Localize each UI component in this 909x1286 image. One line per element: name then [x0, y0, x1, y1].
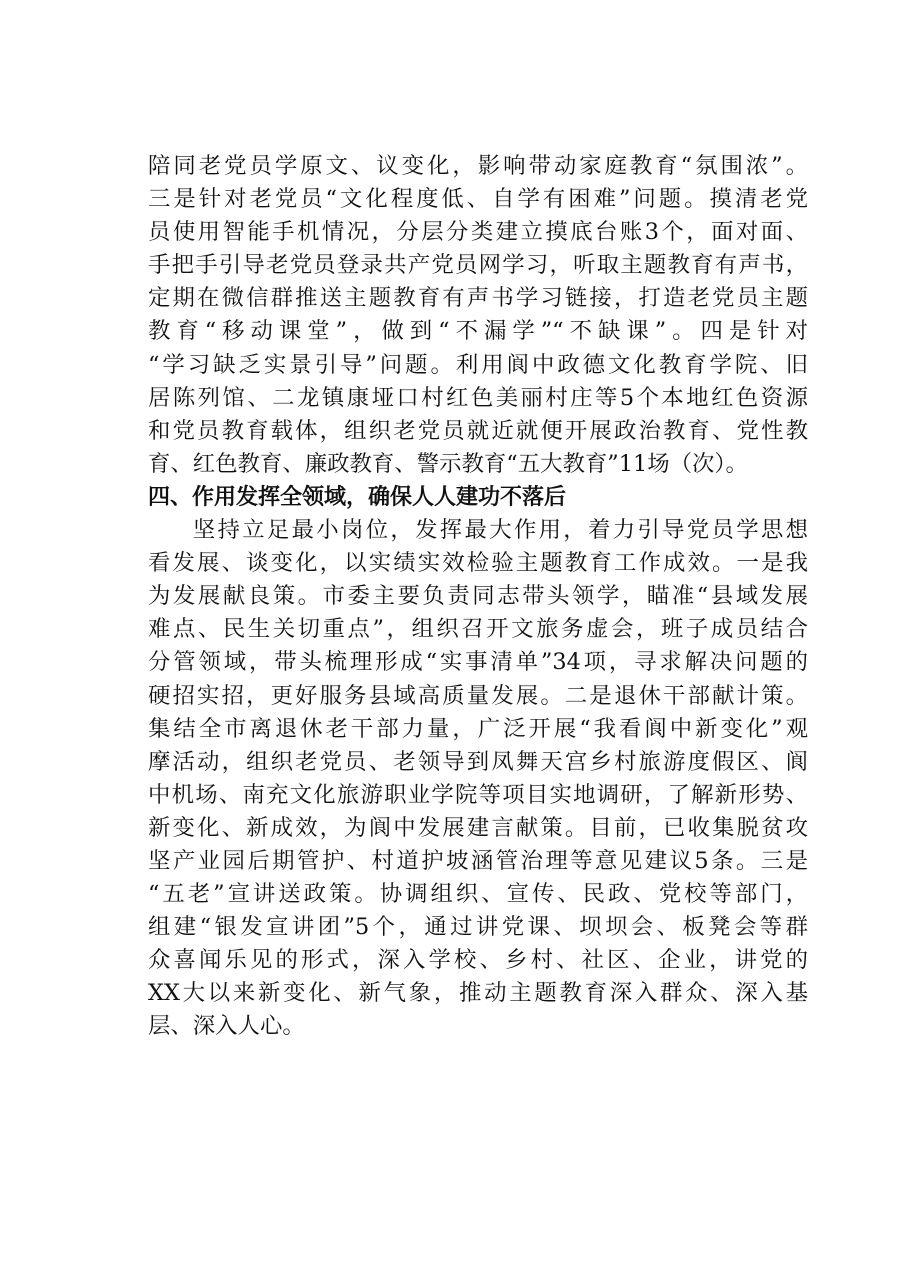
- paragraph-line: 育、红色教育、廉政教育、警示教育“五大教育”11场（次）。: [148, 450, 748, 477]
- paragraph-line: “五老”宣讲送政策。协调组织、宣传、民政、党校等部门，: [148, 881, 808, 908]
- paragraph-line: 陪同老党员学原文、议变化，影响带动家庭教育“氛围浓”。: [148, 153, 808, 179]
- paragraph-line: 为发展献良策。市委主要负责同志带头领学，瞄准“县域发展: [148, 583, 808, 610]
- paragraph-line: 坚持立足最小岗位，发挥最大作用，着力引导党员学思想: [192, 517, 808, 544]
- paragraph-line: 分管领域，带头梳理形成“实事清单”34项，寻求解决问题的: [148, 649, 808, 676]
- paragraph-line: 坚产业园后期管护、村道护坡涵管治理等意见建议5条。三是: [148, 847, 808, 874]
- paragraph-line: 层、深入人心。: [148, 1013, 305, 1040]
- paragraph-line: XX大以来新变化、新气象，推动主题教育深入群众、深入基: [148, 980, 808, 1007]
- paragraph-line: 组建“银发宣讲团”5个，通过讲党课、坝坝会、板凳会等群: [148, 914, 808, 941]
- paragraph-line: 集结全市离退休老干部力量，广泛开展“我看阆中新变化”观: [148, 715, 808, 742]
- section-heading: 四、作用发挥全领域，确保人人建功不落后: [148, 484, 567, 510]
- paragraph-line: 员使用智能手机情况，分层分类建立摸底台账3个，面对面、: [148, 219, 808, 246]
- paragraph-continued: [148, 150, 808, 481]
- paragraph-line: 看发展、谈变化，以实绩实效检验主题教育工作成效。一是我: [148, 550, 808, 577]
- paragraph-line: 定期在微信群推送主题教育有声书学习链接，打造老党员主题: [148, 285, 808, 312]
- paragraph-line: 和党员教育载体，组织老党员就近就便开展政治教育、党性教: [148, 417, 808, 444]
- paragraph-line: “学习缺乏实景引导”问题。利用阆中政德文化教育学院、旧: [148, 351, 808, 378]
- paragraph-line: 三是针对老党员“文化程度低、自学有困难”问题。摸清老党: [148, 186, 808, 213]
- paragraph-line: 难点、民生关切重点”，组织召开文旅务虚会，班子成员结合: [148, 616, 808, 643]
- document-body: [148, 150, 808, 1044]
- paragraph-line: 居陈列馆、二龙镇康垭口村红色美丽村庄等5个本地红色资源: [148, 384, 808, 411]
- paragraph-line: 新变化、新成效，为阆中发展建言献策。目前，已收集脱贫攻: [148, 814, 808, 841]
- paragraph-line: 手把手引导老党员登录共产党员网学习，听取主题教育有声书，: [148, 252, 808, 279]
- paragraph-line: 摩活动，组织老党员、老领导到凤舞天宫乡村旅游度假区、阆: [148, 748, 808, 775]
- paragraph-line: 众喜闻乐见的形式，深入学校、乡村、社区、企业，讲党的: [148, 947, 808, 974]
- paragraph-line: 硬招实招，更好服务县域高质量发展。二是退休干部献计策。: [148, 682, 808, 709]
- paragraph-section-four: [148, 514, 808, 1044]
- paragraph-line: 教育“移动课堂”，做到“不漏学”“不缺课”。四是针对: [148, 318, 808, 345]
- paragraph-line: 中机场、南充文化旅游职业学院等项目实地调研，了解新形势、: [148, 781, 808, 808]
